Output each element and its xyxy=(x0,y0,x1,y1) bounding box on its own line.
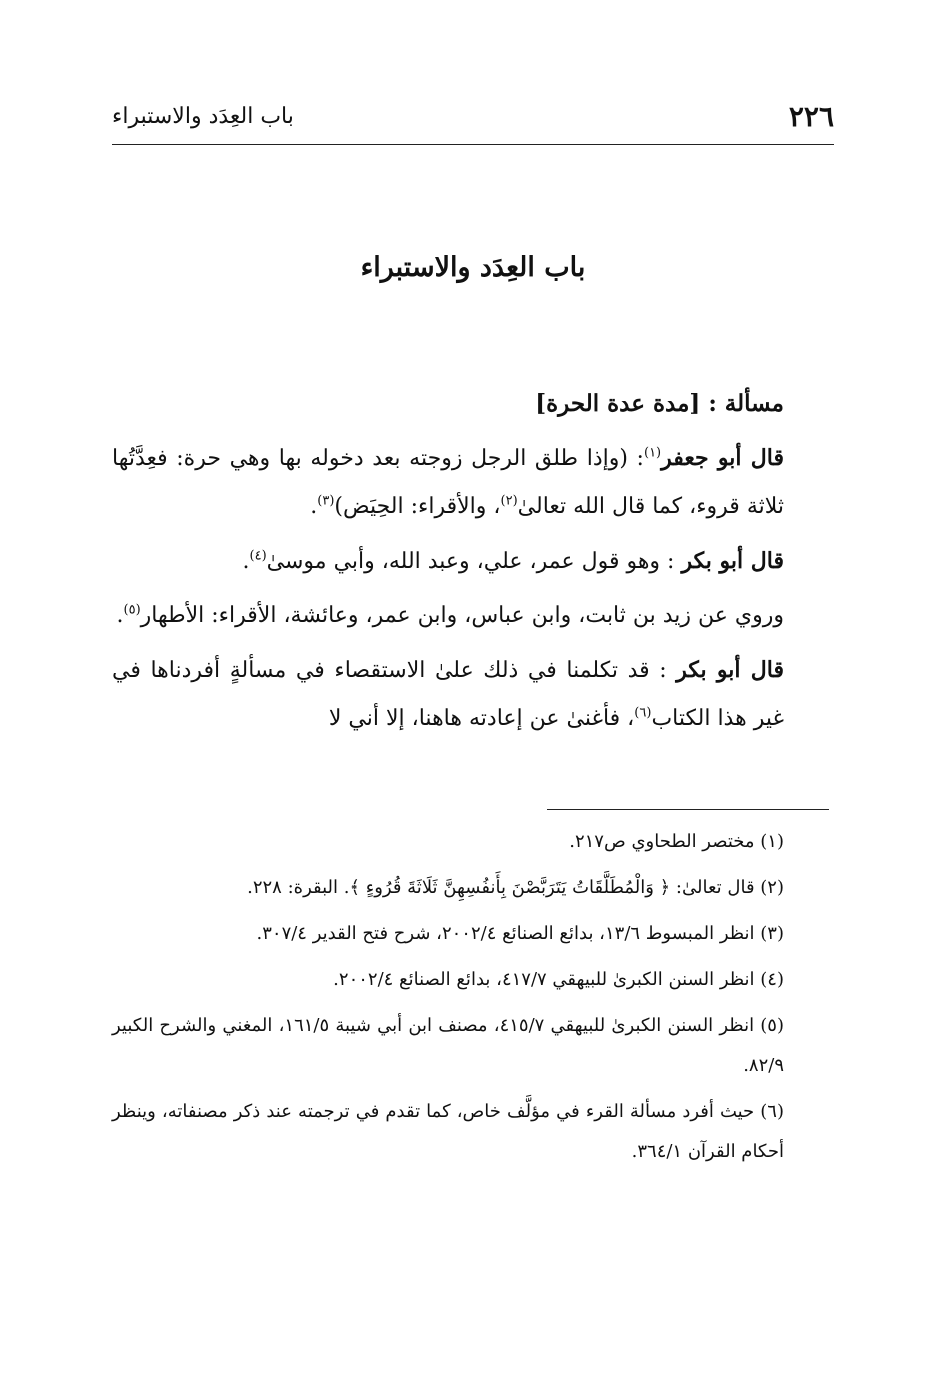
paragraph-4 xyxy=(112,646,834,743)
paragraph-1-text-b: ، والأقراء: الحِيَض) xyxy=(334,494,501,519)
footnote-5: (٥) انظر السنن الكبرىٰ للبيهقي ٤١٥/٧، مصنف ابن أبي شيبة ١٦١/٥، المغني والشرح الكبير ٨٢/٩. xyxy=(112,1015,784,1076)
footnote-ref-2: (٢) xyxy=(500,493,518,509)
footnote-ref-6: (٦) xyxy=(634,705,652,721)
paragraph-1-text-c: . xyxy=(310,494,318,519)
paragraph-3-text-b: . xyxy=(116,603,124,628)
issue-label: مسألة : xyxy=(708,390,784,417)
footnote-ref-5: (٥) xyxy=(123,602,141,618)
paragraph-2 xyxy=(112,537,834,586)
issue-heading xyxy=(112,380,834,428)
running-header xyxy=(112,98,834,145)
page-number: ٢٢٦ xyxy=(788,100,834,133)
footnote-ref-1: (١) xyxy=(643,445,662,461)
issue-title: [مدة عدة الحرة] xyxy=(535,390,701,417)
speaker-abu-bakr-2: قال أبو بكر xyxy=(676,657,784,683)
paragraph-1-text-a: : (وإذا طلق الرجل زوجته بعد دخوله بها وهي حرة: فعِدَّتُها ثلاثة قروء، كما قال الله تعالىٰ xyxy=(112,446,784,519)
paragraph-4-text-b: ، فأغنىٰ عن إعادته هاهنا، إلا أني لا xyxy=(328,706,635,731)
speaker-abu-jafar: قال أبو جعفر xyxy=(661,445,785,471)
speaker-abu-bakr: قال أبو بكر xyxy=(681,548,784,574)
paragraph-1 xyxy=(112,434,834,531)
main-text xyxy=(112,380,834,749)
paragraph-4-text-a: : قد تكلمنا في ذلك علىٰ الاستقصاء في مسألةٍ أفردناها في غير هذا الكتاب xyxy=(112,658,784,731)
running-title: باب العِدَد والاستبراء xyxy=(112,104,294,129)
paragraph-2-text-b: . xyxy=(242,549,250,574)
paragraph-3-text-a: وروي عن زيد بن ثابت، وابن عباس، وابن عمر، وعائشة، الأقراء: الأطهار xyxy=(140,603,784,628)
chapter-title: باب العِدَد والاستبراء xyxy=(360,252,586,283)
footnote-ref-3: (٣) xyxy=(317,493,335,509)
footnote-separator xyxy=(547,809,829,810)
footnote-1: (١) مختصر الطحاوي ص٢١٧. xyxy=(569,831,784,852)
footnote-ref-4: (٤) xyxy=(249,548,267,564)
footnote-6: (٦) حيث أفرد مسألة القرء في مؤلَّف خاص، كما تقدم في ترجمته عند ذكر مصنفاته، وينظر أحكام القرآن ٣٦٤/١. xyxy=(112,1101,784,1162)
footnote-3: (٣) انظر المبسوط ١٣/٦، بدائع الصنائع ٢٠٠٢/٤، شرح فتح القدير ٣٠٧/٤. xyxy=(256,923,784,944)
paragraph-3 xyxy=(112,592,834,640)
footnotes xyxy=(112,822,834,1178)
paragraph-2-text-a: : وهو قول عمر، علي، وعبد الله، وأبي موسىٰ xyxy=(266,549,675,574)
footnote-4: (٤) انظر السنن الكبرىٰ للبيهقي ٤١٧/٧، بدائع الصنائع ٢٠٠٢/٤. xyxy=(333,969,784,990)
footnote-2: (٢) قال تعالىٰ: ﴿ وَالْمُطَلَّقَاتُ يَتَرَبَّصْنَ بِأَنفُسِهِنَّ ثَلَاثَةَ قُرُوءٍ ﴾. البقرة: ٢٢٨. xyxy=(247,877,784,898)
